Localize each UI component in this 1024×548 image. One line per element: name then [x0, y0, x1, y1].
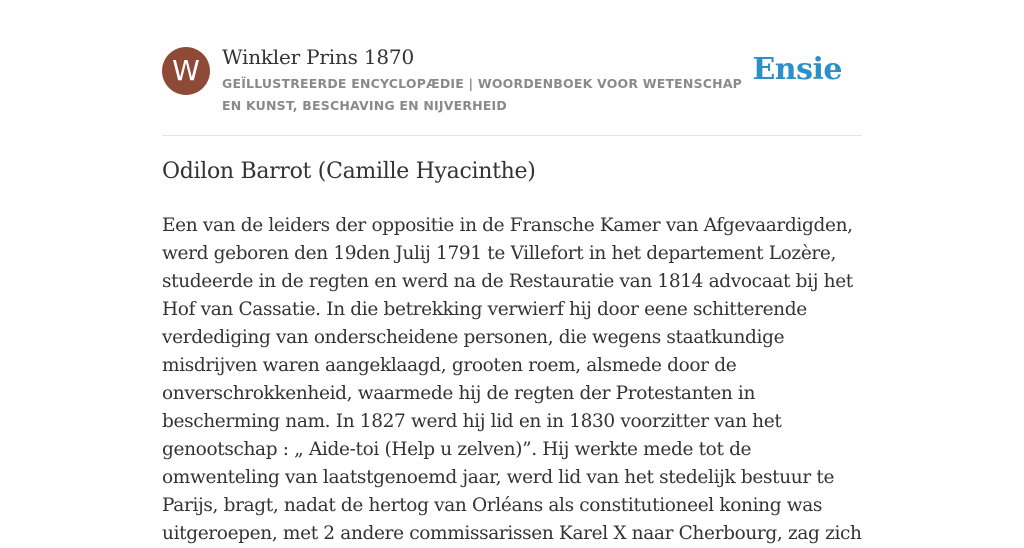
source-subtitle: GEÏLLUSTREERDE ENCYCLOPÆDIE | WOORDENBOEK VOOR WETENSCHAP EN KUNST, BESCHAVING EN NIJVERHEID	[222, 76, 743, 113]
source-header	[162, 44, 862, 136]
ensie-logo[interactable]: Ensie	[752, 52, 842, 87]
source-avatar[interactable]: W	[162, 47, 210, 95]
article-body: Een van de leiders der oppositie in de Fransche Kamer van Afgevaardigden, werd geboren den 19den Julij 1791 te Villefort in het departement Lozère, studeerde in de regten en werd na de Restauratie van 1814 advocaat bij het Hof van Cassatie. In die betrekking verwierf hij door eene schitterende verdediging van onderscheidene personen, die wegens staatkundige misdrijven waren aangeklaagd, grooten roem, alsmede door de onverschrokkenheid, waarmede hij de regten der Protestanten in bescherming nam. In 1827 werd hij lid en in 1830 voorzitter van het genootschap : „ Aide-toi (Help u zelven)”. Hij werkte mede tot de omwenteling van laatstgenoemd jaar, werd lid van het stedelijk bestuur te Parijs, bragt, nadat de hertog van Orléans als constitutioneel koning was uitgeroepen, met 2 andere commissarissen Karel X naar Cherbourg, zag zich	[162, 215, 862, 544]
article-title: Odilon Barrot (Camille Hyacinthe)	[162, 159, 536, 184]
source-title[interactable]: Winkler Prins 1870	[222, 45, 414, 69]
